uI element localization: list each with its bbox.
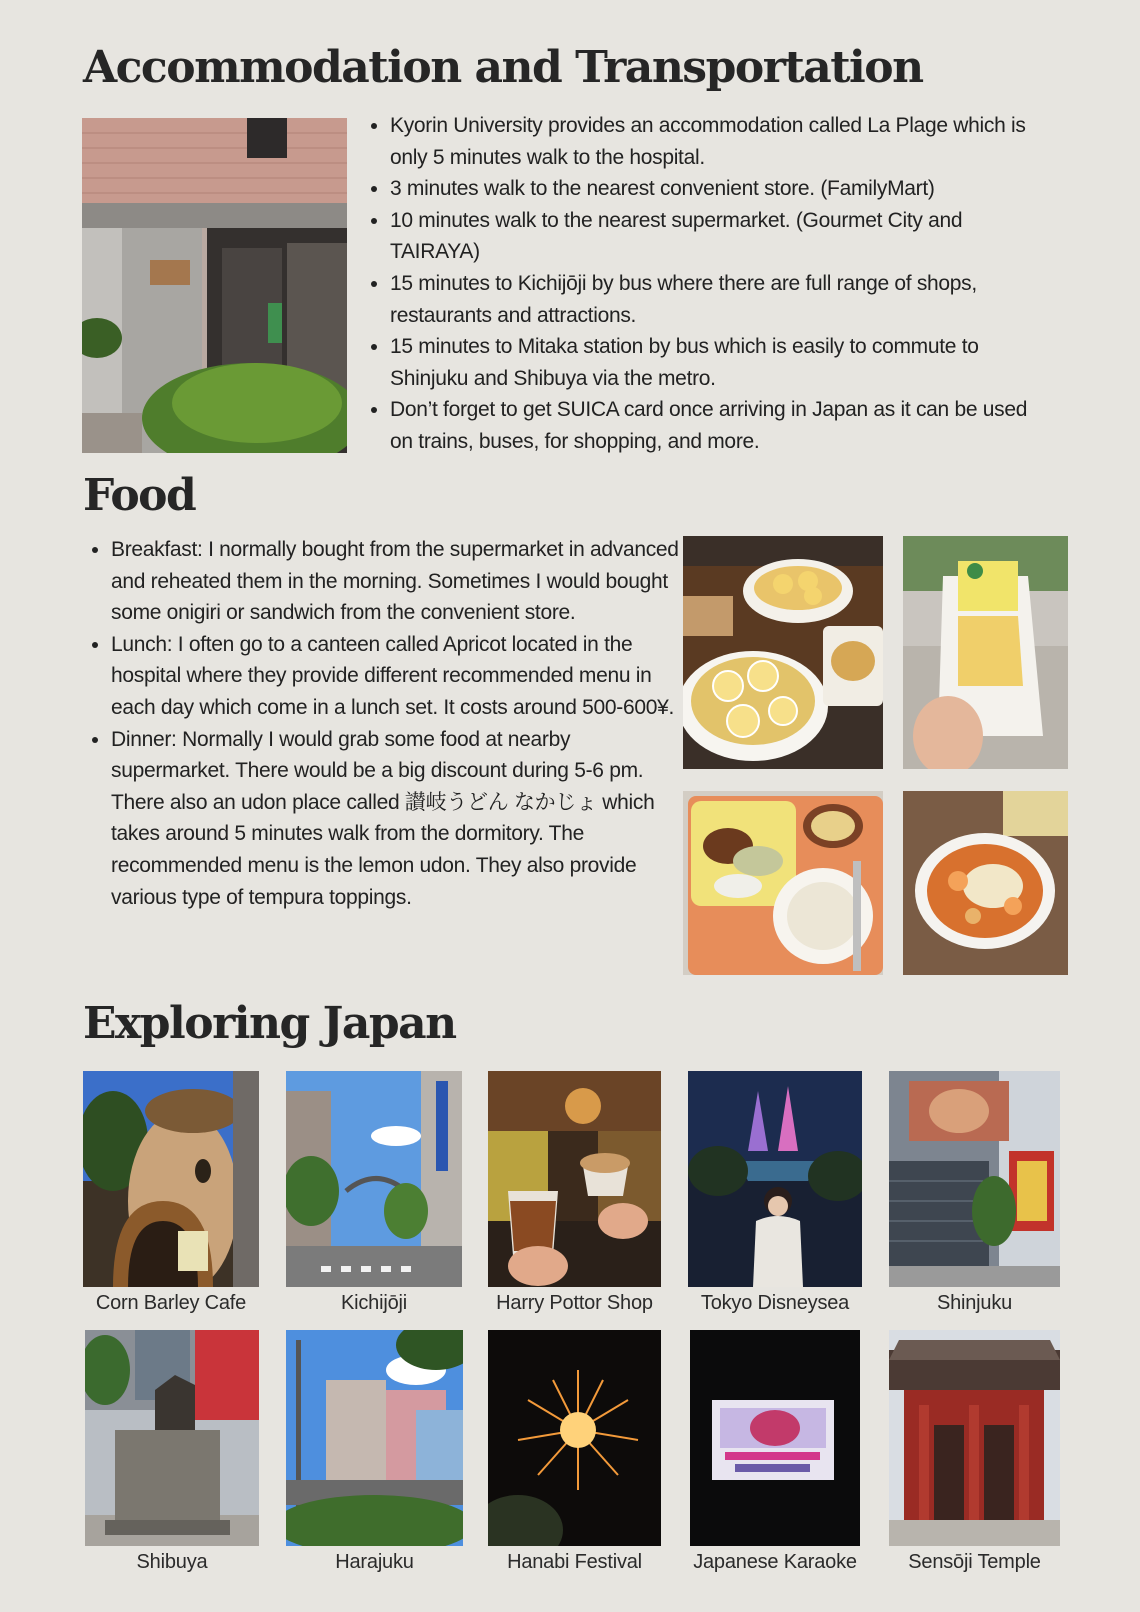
shinjuku-photo [889, 1071, 1060, 1287]
harry-potter-shop-photo [488, 1071, 661, 1287]
caption-hanabi-festival: Hanabi Festival [507, 1551, 642, 1573]
list-item: • Dinner: Normally I would grab some food at nearby supermarket. There would be a big discount during 5-6 pm. There also an udon place called 讃岐うどん なかじょ which takes around 5 minutes walk from the dormitory. The recommended menu is the lemon udon. They also provide various type of tempura toppings. [111, 724, 693, 914]
tokyo-disneysea-photo [688, 1071, 862, 1287]
list-item: • Lunch: I often go to a canteen called Apricot located in the hospital where they provide different recommended menu in each day which come in a lunch set. It costs around 500-600¥. [111, 629, 693, 724]
harajuku-photo [286, 1330, 463, 1546]
list-item: • 3 minutes walk to the nearest convenient store. (FamilyMart) [390, 173, 1038, 205]
caption-kichijoji: Kichijōji [340, 1292, 407, 1314]
caption-harry-pottor-shop: Harry Pottor Shop [496, 1292, 653, 1314]
food-heading: Food [83, 470, 196, 521]
sensoji-temple-photo [889, 1330, 1060, 1546]
canteen-lunch-set-photo [683, 791, 883, 975]
kichijoji-photo [286, 1071, 462, 1287]
list-item: • 10 minutes walk to the nearest supermarket. (Gourmet City and TAIRAYA) [390, 205, 1038, 268]
caption-sensoji-temple: Sensōji Temple [908, 1551, 1041, 1573]
doria-photo [903, 791, 1068, 975]
list-item: • Don’t forget to get SUICA card once arriving in Japan as it can be used on trains, buses, for shopping, and more. [390, 394, 1038, 457]
exploring-heading: Exploring Japan [83, 998, 456, 1049]
sandwich-photo [903, 536, 1068, 769]
shibuya-hachiko-photo [85, 1330, 259, 1546]
accommodation-list [362, 110, 1038, 458]
corn-barley-cafe-photo [83, 1071, 259, 1287]
caption-shibuya: Shibuya [136, 1551, 208, 1573]
caption-shinjuku: Shinjuku [936, 1292, 1013, 1314]
list-item: • Breakfast: I normally bought from the supermarket in advanced and reheated them in the morning. Sometimes I would bought some onigiri or sandwich from the convenient store. [111, 534, 693, 629]
list-item: • Kyorin University provides an accommodation called La Plage which is only 5 minutes walk to the hospital. [390, 110, 1038, 173]
caption-corn-barley-cafe: Corn Barley Cafe [95, 1292, 247, 1314]
accommodation-heading: Accommodation and Transportation [83, 42, 923, 93]
la-plage-building-photo [82, 118, 347, 453]
caption-harajuku: Harajuku [335, 1551, 414, 1573]
hanabi-fireworks-photo [488, 1330, 661, 1546]
caption-tokyo-disneysea: Tokyo Disneysea [700, 1292, 850, 1314]
lemon-udon-photo [683, 536, 883, 769]
caption-japanese-karaoke: Japanese Karaoke [693, 1551, 857, 1573]
list-item: • 15 minutes to Kichijōji by bus where there are full range of shops, restaurants and attractions. [390, 268, 1038, 331]
food-list [83, 534, 693, 913]
list-item: • 15 minutes to Mitaka station by bus which is easily to commute to Shinjuku and Shibuya via the metro. [390, 331, 1038, 394]
karaoke-screen-photo [690, 1330, 860, 1546]
